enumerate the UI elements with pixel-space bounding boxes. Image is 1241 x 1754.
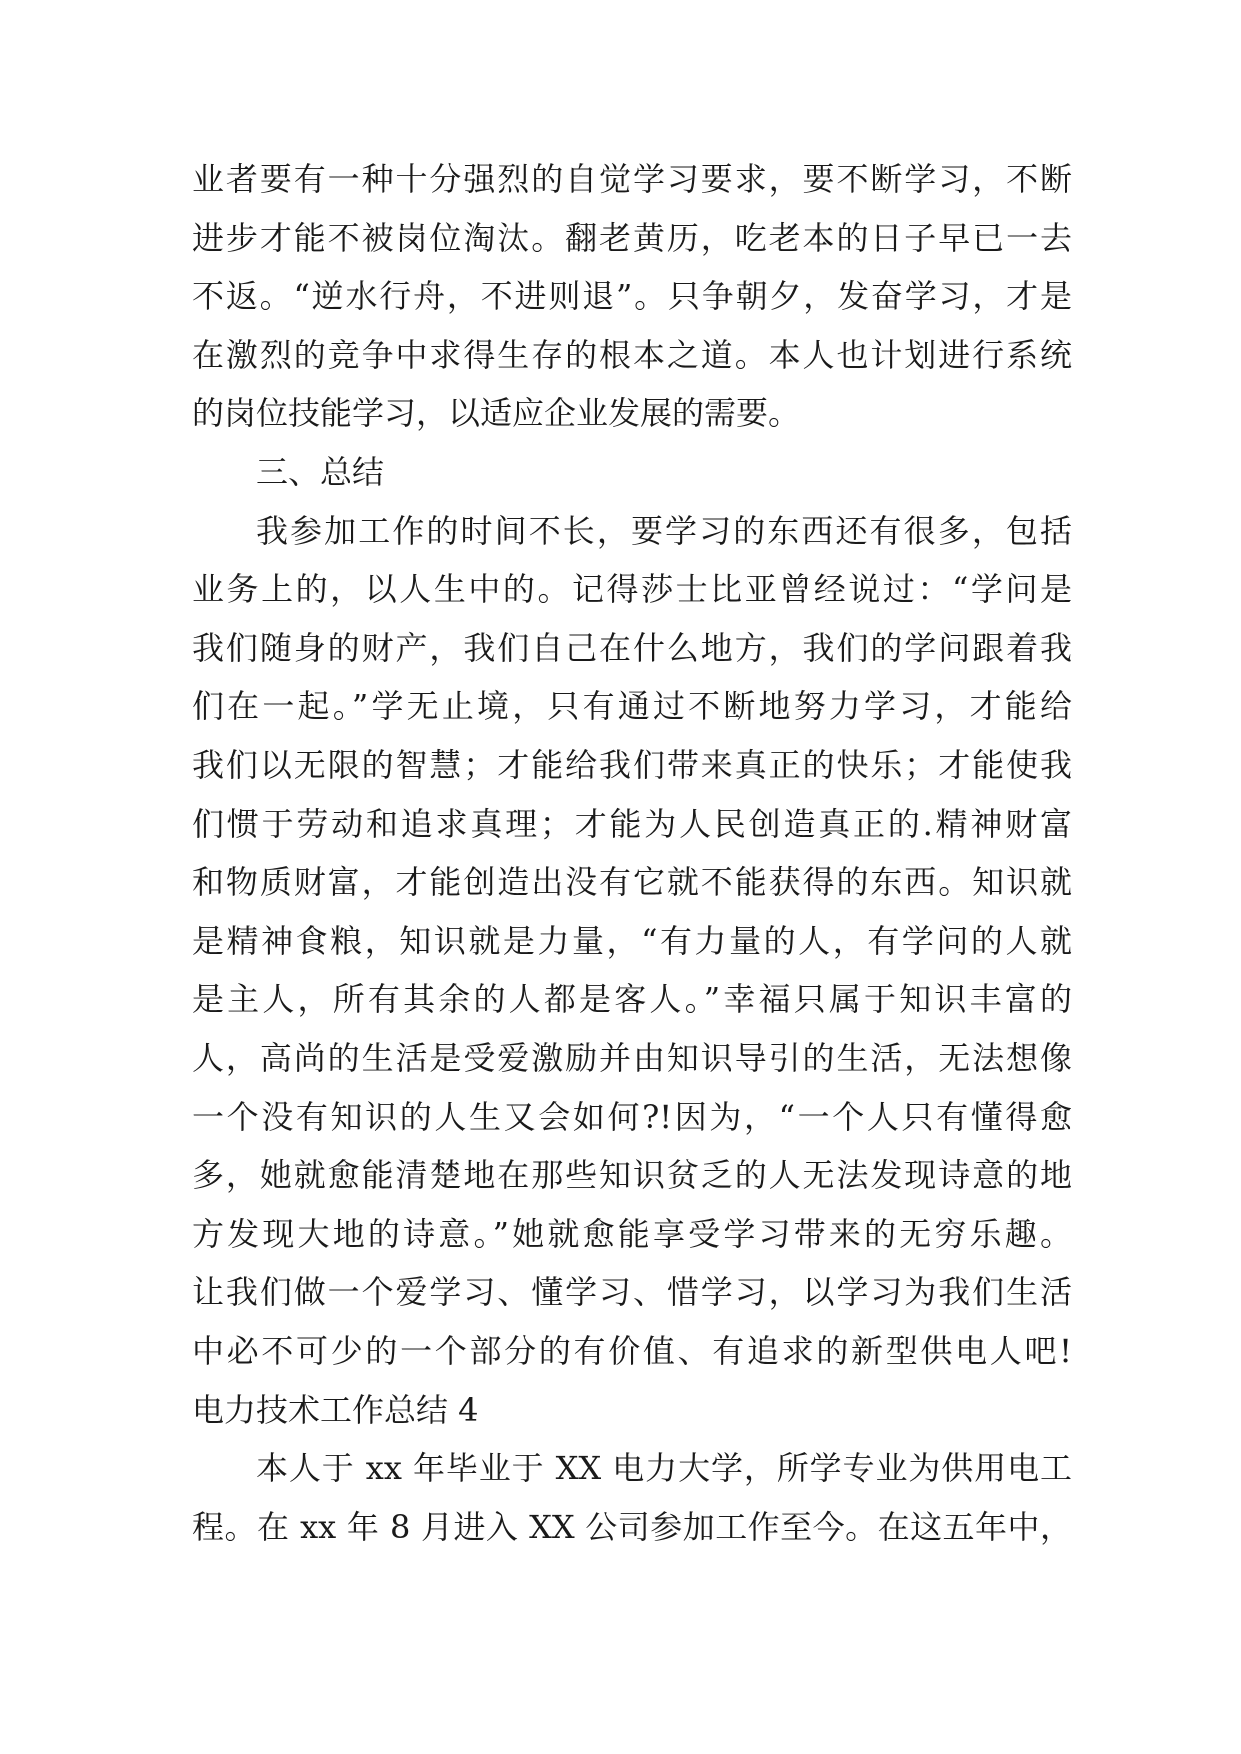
document-line: 我参加工作的时间不长，要学习的东西还有很多，包括 [256,511,1072,550]
document-line: 我们随身的财产，我们自己在什么地方，我们的学问跟着我 [192,628,1072,667]
document-line: 们惯于劳动和追求真理；才能为人民创造真正的.精神财富 [192,804,1072,843]
document-line: 们在一起。”学无止境，只有通过不断地努力学习，才能给 [192,687,1072,726]
document-line: 进步才能不被岗位淘汰。翻老黄历，吃老本的日子早已一去 [192,218,1072,257]
document-line: 我们以无限的智慧；才能给我们带来真正的快乐；才能使我 [192,746,1072,784]
document-line: 业务上的，以人生中的。记得莎士比亚曾经说过：“学问是 [192,570,1072,609]
document-line: 和物质财富，才能创造出没有它就不能获得的东西。知识就 [192,863,1072,902]
document-line: 人，高尚的生活是受爱激励并由知识导引的生活，无法想像 [192,1039,1072,1077]
document-line: 多，她就愈能清楚地在那些知识贫乏的人无法发现诗意的地 [192,1156,1072,1195]
document-line: 是精神食粮，知识就是力量，“有力量的人，有学问的人就 [192,921,1072,960]
document-line: 的岗位技能学习，以适应企业发展的需要。 [192,394,801,433]
document-line: 本人于 xx 年毕业于 XX 电力大学，所学专业为供用电工 [256,1449,1072,1488]
document-line: 方发现大地的诗意。”她就愈能享受学习带来的无穷乐趣。 [192,1214,1072,1253]
document-line: 三、总结 [256,453,385,491]
document-line: 业者要有一种十分强烈的自觉学习要求，要不断学习，不断 [192,160,1072,198]
document-line: 是主人，所有其余的人都是客人。”幸福只属于知识丰富的 [192,980,1072,1019]
document-line: 电力技术工作总结 4 [192,1390,479,1429]
document-line: 一个没有知识的人生又会如何?!因为，“一个人只有懂得愈 [192,1097,1072,1136]
document-line: 中必不可少的一个部分的有价值、有追求的新型供电人吧! [192,1332,1072,1370]
document-line: 程。在 xx 年 8 月进入 XX 公司参加工作至今。在这五年中， [192,1507,1072,1546]
document-line: 不返。“逆水行舟，不进则退”。只争朝夕，发奋学习，才是 [192,277,1072,316]
document-line: 在激烈的竞争中求得生存的根本之道。本人也计划进行系统 [192,335,1072,374]
document-line: 让我们做一个爱学习、懂学习、惜学习，以学习为我们生活 [192,1273,1072,1312]
